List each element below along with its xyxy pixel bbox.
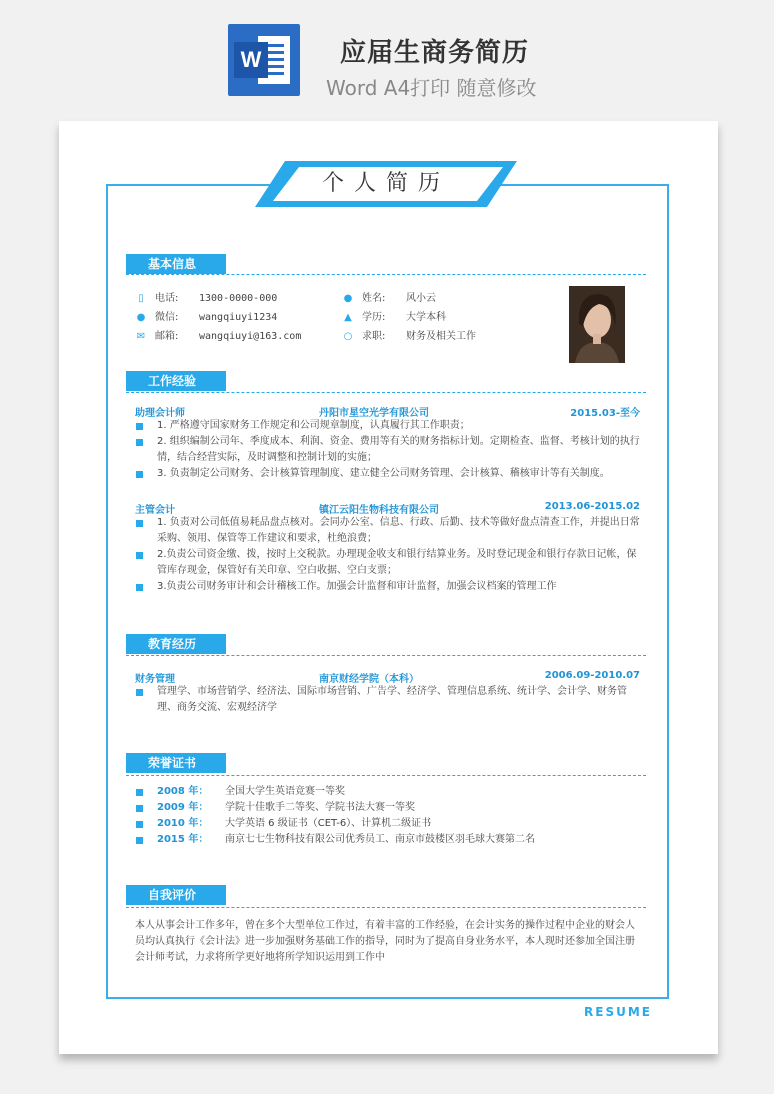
job-label: 求职: [362, 331, 386, 342]
edu-period: 2006.09-2010.07 [544, 670, 640, 681]
section-self-header: 自我评价 [126, 885, 226, 905]
bullet [136, 805, 143, 812]
graduation-icon: ▲ [344, 312, 352, 323]
email-label: 邮箱: [155, 331, 179, 342]
job-row [342, 327, 476, 342]
page-header [0, 0, 774, 110]
edu-major: 财务管理 [135, 674, 175, 685]
section-work-header: 工作经验 [126, 371, 226, 391]
page-title: 应届生商务简历 [340, 38, 530, 68]
bullet [136, 423, 143, 430]
name-value: 风小云 [406, 293, 436, 304]
phone-label: 电话: [155, 293, 179, 304]
section-divider [126, 392, 646, 393]
edu-courses: 管理学、市场营销学、经济法、国际市场营销、广告学、经济学、管理信息系统、统计学、会计学、财务管理、商务交流、宏观经济学 [157, 686, 627, 713]
job-1-item-2: 2. 组织编制公司年、季度成本、利润、资金、费用等有关的财务指标计划。定期检查、监督、考核计划的执行情，结合经营实际，及时调整和控制计划的实施； [157, 436, 640, 463]
word-icon [228, 24, 300, 96]
section-honor-header: 荣誉证书 [126, 753, 226, 773]
honor-4-year: 2015 年： [157, 834, 209, 845]
honor-4-text: 南京七七生物科技有限公司优秀员工、南京市鼓楼区羽毛球大赛第二名 [225, 834, 535, 845]
honor-3-text: 大学英语 6 级证书（CET-6）、计算机二级证书 [225, 818, 432, 829]
phone-row [135, 289, 277, 304]
name-label: 姓名: [362, 293, 386, 304]
honor-1-text: 全国大学生英语竞赛一等奖 [225, 786, 345, 797]
word-icon-letter: W [234, 42, 268, 78]
phone-value: 1300-0000-000 [199, 293, 278, 304]
avatar-photo [569, 286, 625, 363]
section-edu-header: 教育经历 [126, 634, 226, 654]
section-divider [126, 274, 646, 275]
job-2-title: 主管会计 [135, 505, 175, 516]
resume-footer-label: RESUME [584, 1005, 652, 1019]
degree-label: 学历: [362, 312, 386, 323]
wechat-row [135, 308, 277, 323]
honor-1-year: 2008 年： [157, 786, 209, 797]
bullet [136, 520, 143, 527]
job-2-period: 2013.06-2015.02 [544, 501, 640, 512]
name-row [342, 289, 436, 304]
edu-school: 南京财经学院（本科） [319, 674, 419, 685]
self-evaluation-text: 本人从事会计工作多年，曾在多个大型单位工作过，有着丰富的工作经验，在会计实务的操作过程中企业的财会人员均认真执行《会计法》进一步加强财务基础工作的指导，同时为了提高自身业务水平，本人现时还参加全国注册会计师考试，力求将所学更好地将所学知识运用到工作中 [135, 920, 635, 963]
job-1-title: 助理会计师 [135, 408, 185, 419]
phone-icon: ▯ [138, 293, 144, 304]
banner [255, 161, 517, 207]
job-1-company: 丹阳市星空光学有限公司 [319, 408, 429, 419]
job-1-item-1: 1. 严格遵守国家财务工作规定和公司规章制度，认真履行其工作职责； [157, 420, 470, 431]
degree-row [342, 308, 446, 323]
resume-paper [59, 121, 718, 1054]
honor-2-year: 2009 年： [157, 802, 209, 813]
degree-value: 大学本科 [406, 312, 446, 323]
email-row [135, 327, 301, 342]
honor-2-text: 学院十佳歌手二等奖、学院书法大赛一等奖 [225, 802, 415, 813]
job-2-item-1: 1. 负责对公司低值易耗品盘点核对。会同办公室、信息、行政、后勤、技术等做好盘点清查工作，并提出日常采购、领用、保管等工作建议和要求，杜绝浪费； [157, 517, 640, 544]
bullet [136, 584, 143, 591]
job-2-company: 镇江云阳生物科技有限公司 [319, 505, 439, 516]
section-divider [126, 907, 646, 908]
section-divider [126, 775, 646, 776]
wechat-label: 微信: [155, 312, 179, 323]
bullet [136, 789, 143, 796]
user-icon: ● [343, 293, 353, 304]
page-subtitle: Word A4打印 随意修改 [326, 76, 537, 100]
section-basic-header: 基本信息 [126, 254, 226, 274]
job-2-item-2: 2.负责公司资金缴、拨，按时上交税款。办理现金收支和银行结算业务。及时登记现金和银行存款日记帐，保管库存现金，保管好有关印章、空白收据、空白支票； [157, 549, 637, 576]
wechat-icon: ● [136, 312, 146, 323]
bullet [136, 821, 143, 828]
job-2-item-3: 3.负责公司财务审计和会计稽核工作。加强会计监督和审计监督，加强会议档案的管理工作 [157, 581, 557, 592]
wechat-value: wangqiuyi1234 [199, 312, 278, 323]
email-value: wangqiuyi@163.com [199, 331, 302, 342]
job-value: 财务及相关工作 [406, 331, 476, 342]
bullet [136, 837, 143, 844]
job-1-period: 2015.03-至今 [570, 408, 640, 419]
mail-icon: ✉ [136, 331, 146, 342]
search-icon: ○ [343, 331, 353, 342]
job-1-item-3: 3. 负责制定公司财务、会计核算管理制度、建立健全公司财务管理、会计核算、稽核审计等有关制度。 [157, 468, 610, 479]
honor-3-year: 2010 年： [157, 818, 209, 829]
bullet [136, 552, 143, 559]
resume-banner-title: 个人简历 [321, 171, 450, 196]
section-divider [126, 655, 646, 656]
bullet [136, 471, 143, 478]
bullet [136, 439, 143, 446]
bullet [136, 689, 143, 696]
